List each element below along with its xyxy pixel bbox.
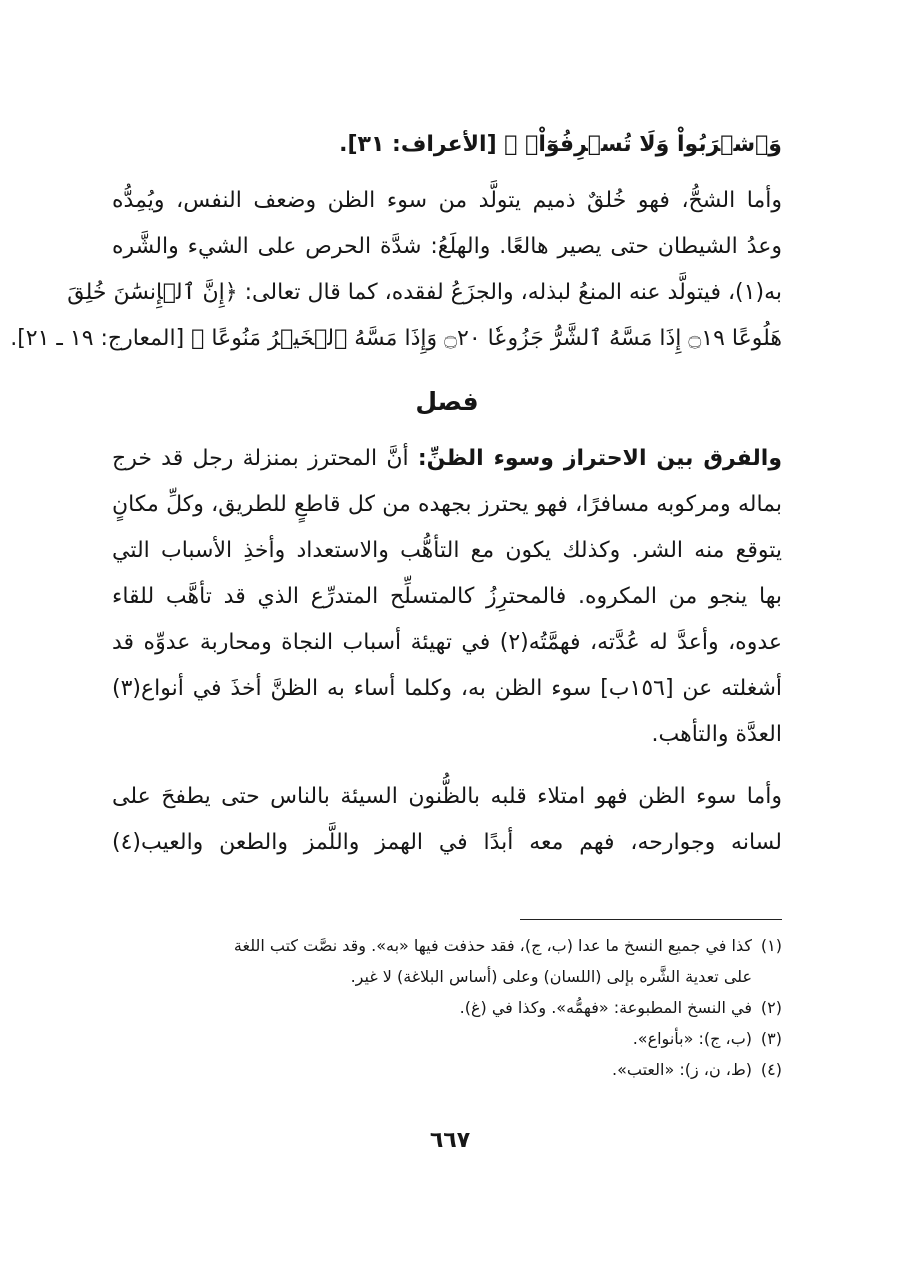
section-first-line — [112, 436, 782, 482]
footnote-number: (٤) — [760, 1060, 782, 1079]
footnote-1-continued — [112, 961, 782, 992]
section-lead: والفرق بين الاحتراز وسوء الظنِّ: — [417, 446, 782, 471]
body-line: وأما سوء الظن فهو امتلاء قلبه بالظُّنون السيئة بالناس حتى يطفحَ على — [112, 784, 782, 809]
section-heading: فصل — [415, 387, 479, 416]
body-line: العدَّة والتأهب. — [651, 722, 782, 747]
body-line: لسانه وجوارحه، فهم معه أبدًا في الهمز واللَّمز والطعن والعيب(٤) — [112, 830, 782, 855]
footnote-text: كذا في جميع النسخ ما عدا (ب، ج)، فقد حذفت فيها «به». وقد نصَّت كتب اللغة — [233, 936, 752, 955]
body-line: عدوه، وأعدَّ له عُدَّته، فهمَّتُه(٢) في تهيئة أسباب النجاة ومحاربة عدوِّه قد — [112, 630, 782, 655]
quran-verse-line: وَٱشۡرَبُواْ وَلَا تُسۡرِفُوٓاْۚ ﴾ [الأعراف: ٣١]. — [339, 132, 782, 157]
body-line: هَلُوعًا ۝١٩ إِذَا مَسَّهُ ٱلشَّرُّ جَزُوعٗا ۝٢٠ وَإِذَا مَسَّهُ ٱلۡخَيۡرُ مَنُوعًا ﴾ [المعارج: ١٩ ـ ٢١]. — [10, 326, 782, 351]
body-line: أشغلته عن [١٥٦ب] سوء الظن به، وكلما أساء به الظنَّ أخذَ في أنواع(٣) — [112, 676, 782, 701]
body-line: يتوقع منه الشر. وكذلك يكون مع التأهُّب والاستعداد وأخذِ الأسباب التي — [112, 538, 782, 563]
body-line-text: أنَّ المحترز بمنزلة رجل قد خرج — [112, 446, 418, 471]
body-line: بها ينجو من المكروه. فالمحترِزُ كالمتسلِّح المتدرِّع الذي قد تأهَّب للقاء — [112, 584, 782, 609]
body-line: بماله ومركوبه مسافرًا، فهو يحترز بجهده من كل قاطعٍ للطريق، وكلِّ مكانٍ — [112, 492, 782, 517]
footnote-3 — [112, 1023, 782, 1054]
footnote-number: (٣) — [760, 1029, 782, 1048]
footnote-text: على تعدية الشَّره بإلى (اللسان) وعلى (أساس البلاغة) لا غير. — [350, 967, 752, 986]
footnote-text: (ط، ن، ز): «العتب». — [612, 1060, 752, 1079]
footnote-2 — [112, 992, 782, 1023]
body-line: وعدُ الشيطان حتى يصير هالعًا. والهلَعُ: شدَّة الحرص على الشيء والشَّره — [112, 234, 782, 259]
page-number: ٦٦٧ — [429, 1128, 471, 1153]
footnote-text: (ب، ج): «بأنواع». — [632, 1029, 752, 1048]
page-body — [10, 122, 782, 866]
footnote-text: في النسخ المطبوعة: «فهمُّه». وكذا في (غ). — [459, 998, 752, 1017]
footnote-1 — [112, 930, 782, 961]
footnote-number: (٢) — [760, 998, 782, 1017]
footnotes — [112, 930, 782, 1085]
body-line: وأما الشحُّ، فهو خُلقٌ ذميم يتولَّد من سوء الظن وضعف النفس، ويُمِدُّه — [112, 188, 782, 213]
footnote-number: (١) — [760, 936, 782, 955]
footnote-divider — [520, 919, 782, 920]
body-line: به(١)، فيتولَّد عنه المنعُ لبذله، والجزَعُ لفقده، كما قال تعالى: ﴿إِنَّ ٱلۡإِنسَٰنَ خُلِقَ — [67, 280, 782, 305]
footnote-4 — [112, 1054, 782, 1085]
